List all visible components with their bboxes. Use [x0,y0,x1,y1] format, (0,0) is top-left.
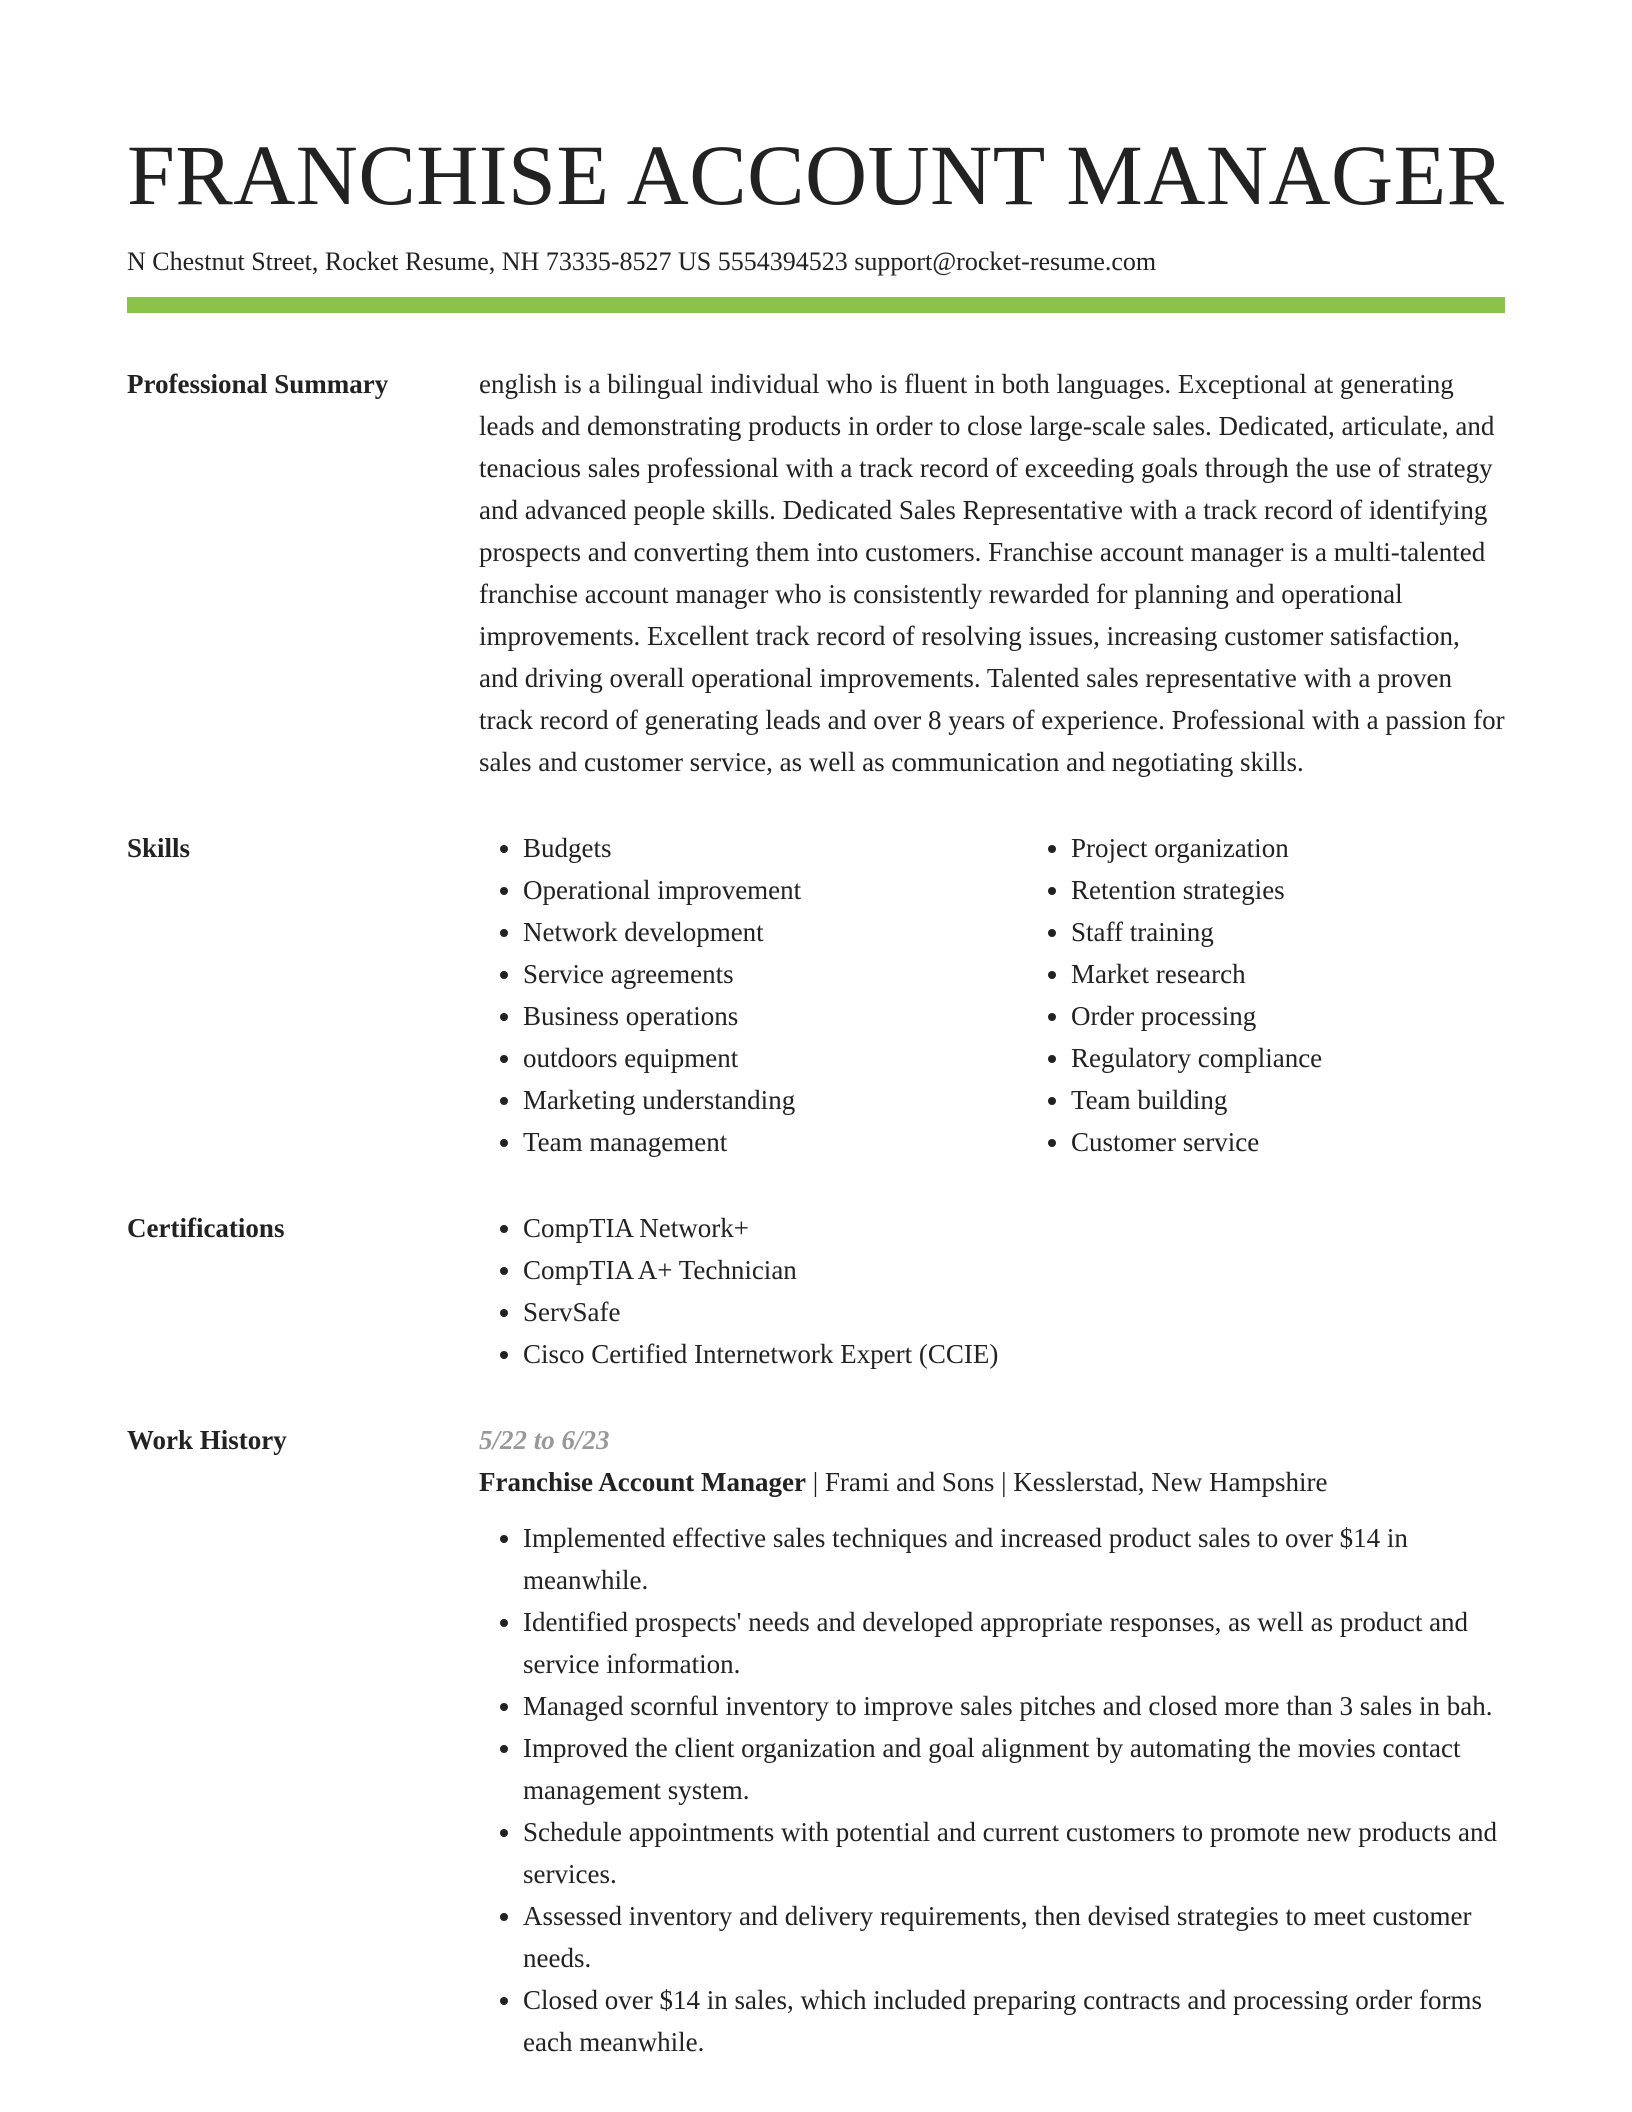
list-item: • Order processing [1071,995,1575,1037]
certifications-section [127,1207,1505,1375]
list-item: • Project organization [1071,827,1575,869]
list-item: • Customer service [1071,1121,1575,1163]
accent-divider [127,297,1505,313]
list-item: • Identified prospects' needs and developed appropriate responses, as well as product and service information. [523,1601,1505,1685]
skills-list-left [479,827,1027,1163]
list-item: • Business operations [523,995,1027,1037]
job-title: Franchise Account Manager [479,1467,806,1498]
list-item: • Assessed inventory and delivery requirements, then devised strategies to meet customer needs. [523,1895,1505,1979]
list-item: • Schedule appointments with potential and current customers to promote new products and services. [523,1811,1505,1895]
summary-text: english is a bilingual individual who is fluent in both languages. Exceptional at generating leads and demonstrating products in order to close large-scale sales. Dedicated, articulate, and tenacious sales professional with a track record of exceeding goals through the use of strategy and advanced people skills. Dedicated Sales Representative with a track record of identifying prospects and converting them into customers. Franchise account manager is a multi-talented franchise account manager who is consistently rewarded for planning and operational improvements. Excellent track record of resolving issues, increasing customer satisfaction, and driving overall operational improvements. Talented sales representative with a proven track record of generating leads and over 8 years of experience. Professional with a passion for sales and customer service, as well as communication and negotiating skills. [479,369,1505,778]
section-label-work-history: Work History [127,1425,287,1456]
list-item: • Implemented effective sales techniques and increased product sales to over $14 in meanwhile. [523,1517,1505,1601]
list-item: • outdoors equipment [523,1037,1027,1079]
list-item: • Network development [523,911,1027,953]
job-company-location: | Frami and Sons | Kesslerstad, New Hampshire [805,1467,1328,1498]
list-item: • Cisco Certified Internetwork Expert (CCIE) [523,1333,1505,1375]
list-item: • Operational improvement [523,869,1027,911]
list-item: • Service agreements [523,953,1027,995]
section-label-skills: Skills [127,833,191,864]
list-item: • Team building [1071,1079,1575,1121]
list-item: • Retention strategies [1071,869,1575,911]
section-label-certifications: Certifications [127,1213,285,1244]
list-item: • Market research [1071,953,1575,995]
list-item: • Managed scornful inventory to improve sales pitches and closed more than 3 sales in bah. [523,1685,1505,1727]
contact-line: N Chestnut Street, Rocket Resume, NH 73335-8527 US 5554394523 support@rocket-resume.com [127,247,1157,276]
list-item: • Team management [523,1121,1027,1163]
section-label-summary: Professional Summary [127,369,389,400]
list-item: • CompTIA Network+ [523,1207,1505,1249]
skills-list-right [1027,827,1575,1163]
list-item: • Budgets [523,827,1027,869]
list-item: • Improved the client organization and goal alignment by automating the movies contact management system. [523,1727,1505,1811]
list-item: • Marketing understanding [523,1079,1027,1121]
certifications-list [479,1207,1505,1375]
list-item: • ServSafe [523,1291,1505,1333]
list-item: • Regulatory compliance [1071,1037,1575,1079]
resume-title: FRANCHISE ACCOUNT MANAGER [127,127,1505,223]
job-dates: 5/22 to 6/23 [479,1425,610,1456]
work-history-section [127,1419,1505,2063]
summary-section [127,363,1505,783]
skills-section [127,827,1505,1163]
job-bullets [479,1517,1505,2063]
list-item: • Staff training [1071,911,1575,953]
list-item: • Closed over $14 in sales, which included preparing contracts and processing order forms each meanwhile. [523,1979,1505,2063]
job-heading [479,1461,1505,1503]
list-item: • CompTIA A+ Technician [523,1249,1505,1291]
